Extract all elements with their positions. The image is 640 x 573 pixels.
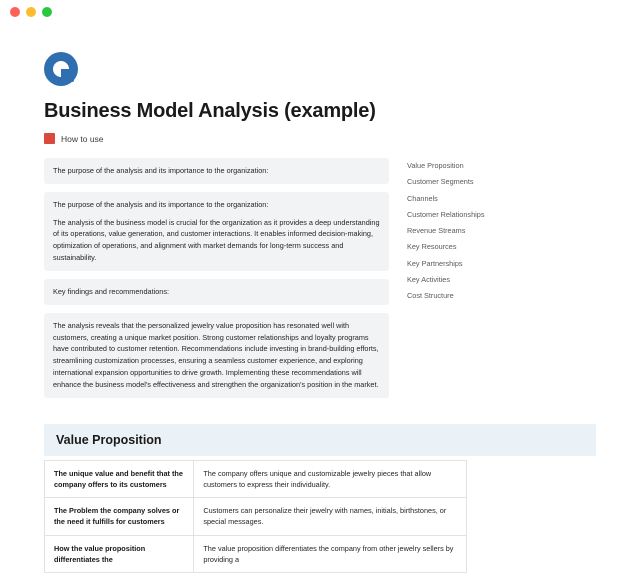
close-window-button[interactable]: [10, 7, 20, 17]
table-cell-spacer: [466, 460, 595, 498]
toc-item-key-activities[interactable]: Key Activities: [407, 274, 450, 284]
callouts-column: [44, 158, 389, 406]
callout-text: The purpose of the analysis and its importance to the organization:: [53, 166, 269, 175]
table-row: [45, 460, 596, 498]
toc-item-cost-structure[interactable]: Cost Structure: [407, 291, 454, 300]
table-cell-answer: The company offers unique and customizable jewelry pieces that allow customers to express their individuality.: [194, 460, 466, 498]
table-row: [45, 498, 596, 536]
minimize-window-button[interactable]: [26, 7, 36, 17]
callout-text: The purpose of the analysis and its importance to the organization:: [53, 199, 269, 209]
callout-purpose-heading: [44, 158, 389, 184]
table-cell-question: The Problem the company solves or the need it fulfills for customers: [45, 498, 194, 536]
table-cell-question: The unique value and benefit that the company offers to its customers: [45, 460, 194, 498]
toc-item-customer-relationships[interactable]: Customer Relationships: [407, 209, 485, 219]
content-row: [44, 158, 596, 406]
toc-item-channels[interactable]: Channels: [407, 193, 438, 203]
value-proposition-table: [44, 460, 596, 573]
callout-findings-body: [44, 313, 389, 398]
toc-item-value-proposition[interactable]: Value Proposition: [407, 161, 464, 170]
toc-item-key-partnerships[interactable]: Key Partnerships: [407, 258, 463, 268]
maximize-window-button[interactable]: [42, 7, 52, 17]
table-cell-answer: Customers can personalize their jewelry with names, initials, birthstones, or special messages.: [194, 498, 466, 536]
table-cell-spacer: [466, 535, 595, 573]
table-cell-answer: The value proposition differentiates the company from other jewelry sellers by providing a: [194, 535, 466, 573]
table-cell-spacer: [466, 498, 595, 536]
toc-item-key-resources[interactable]: Key Resources: [407, 242, 457, 252]
toc-item-customer-segments[interactable]: Customer Segments: [407, 177, 474, 187]
table-of-contents: [407, 158, 596, 406]
callout-purpose-body: [44, 192, 389, 271]
table-cell-question: How the value proposition differentiates the: [45, 535, 194, 573]
toc-item-revenue-streams[interactable]: Revenue Streams: [407, 226, 466, 235]
callout-text: The analysis of the business model is crucial for the organization as it provides a deep understanding of its operations, value generation, and customer interactions. It enables informed decision-making, optimization of operations, and alignment with market demands for long-term success and sustainability.: [53, 217, 380, 263]
callout-text: Key findings and recommendations:: [53, 286, 170, 296]
callout-findings-heading: [44, 279, 389, 305]
page-title: Business Model Analysis (example): [44, 100, 376, 122]
table-row: [45, 535, 596, 573]
section-heading: Value Proposition: [56, 432, 162, 447]
section-header-value-proposition: [44, 424, 596, 456]
logo-container: [44, 52, 596, 86]
how-to-use-link[interactable]: [44, 133, 596, 144]
company-logo-icon: [44, 52, 78, 86]
red-book-icon: [44, 133, 55, 144]
document-page: [0, 52, 640, 573]
callout-text: The analysis reveals that the personalized jewelry value proposition has resonated well with customers, creating a unique market position. Strong customer relationships and loyalty programs have contributed to customer retention. Recommendations include investing in brand-building efforts, streamlining customization processes, ensuring a seamless customer experience, and exploring international expansion opportunities to drive growth. Implementing these recommendations will enhance the business model's effectiveness and strengthen the organization's position in the market.: [53, 320, 379, 389]
window-titlebar: [0, 0, 640, 24]
how-to-use-label: How to use: [61, 133, 104, 144]
